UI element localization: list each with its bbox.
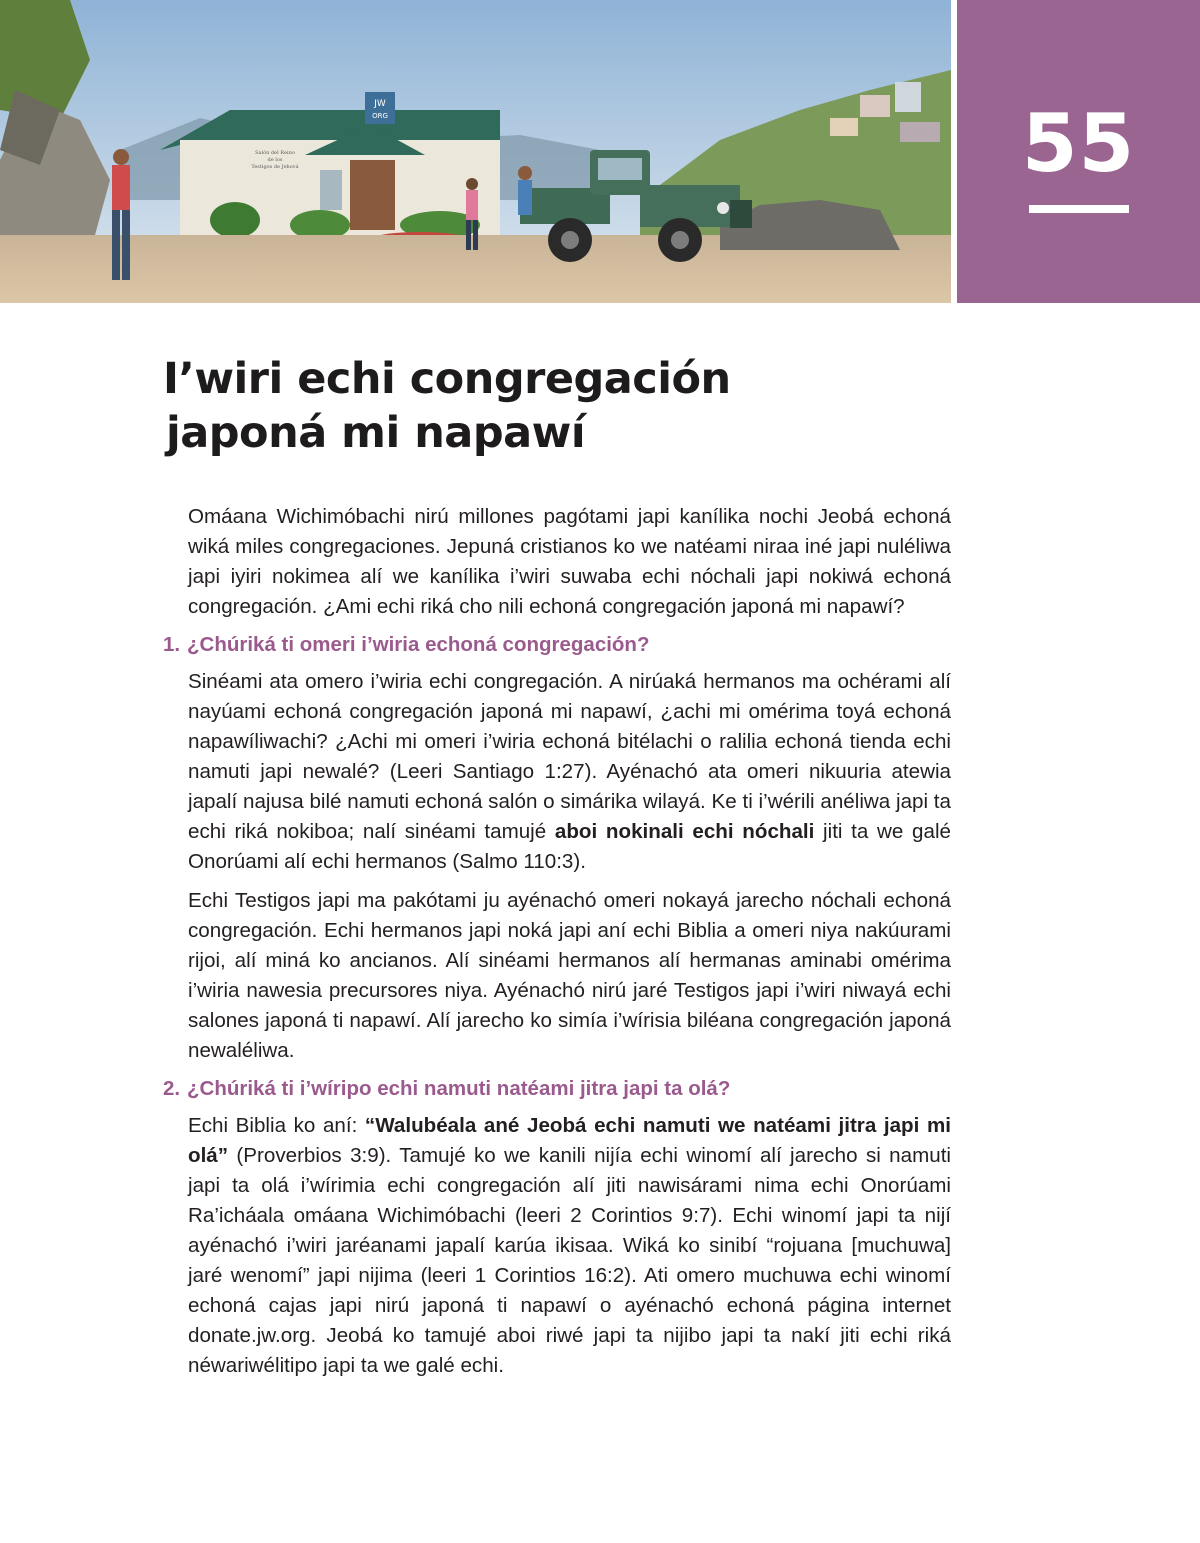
kingdom-hall-scene <box>0 0 951 303</box>
lesson-body <box>163 502 951 1390</box>
emphasis-text: aboi nokinali echi nóchali <box>554 820 815 843</box>
section-heading-1 <box>163 631 951 659</box>
lesson-number-badge <box>957 0 1200 303</box>
text-run: Sinéami ata omero i’wiria echi congregación. A nirúaká hermanos ma ochérami alí nayúami echoná congregación japoná mi napawí, ¿achi mi omérima toyá echoná napawíliwachi? ¿Achi mi omeri i’wiria echoná bitélachi o ralilia echoná tienda echi namuti japi newalé? (Leeri Santiago 1:27). Ayénachó ata omeri nikuuria atewia japalí najusa bilé namuti echoná salón o simárika wilayá. Ke ti i’wérili anéliwa japi ta echi riká nokiboa; nalí sinéami tamujé <box>188 670 951 843</box>
lesson-number: 55 <box>1021 97 1136 190</box>
text-run: jiti ta we galé Onorúami alí echi hermanos (Salmo 110:3). <box>188 820 951 873</box>
badge-underline <box>1029 205 1129 213</box>
section-heading-2 <box>163 1075 951 1103</box>
section-2-paragraph-1 <box>188 1111 951 1381</box>
section-number: 2. <box>163 1077 181 1100</box>
intro-paragraph: Omáana Wichimóbachi nirú millones pagótami japi kanílika nochi Jeobá echoná wiká miles congregaciones. Jepuná cristianos ko we natéami niraa iné japi nuléliwa japi iyiri nokimea alí we kanílika i’wiri suwaba echi nóchali japi nokiwá echoná congregación. ¿Ami echi riká cho nili echoná congregación japoná mi napawí? <box>188 505 951 618</box>
svg-text:JW: JW <box>374 99 386 109</box>
lesson-title <box>163 352 923 460</box>
bible-quote: “Walubéala ané Jeobá echi namuti we natéami jitra japi mi olá” <box>188 1114 951 1167</box>
section-number: 1. <box>163 633 181 656</box>
svg-text:Salón del Reino: Salón del Reino <box>255 150 295 156</box>
text-run: (Proverbios 3:9). Tamujé ko we kanili nijía echi winomí alí jarecho si namuti japi ta olá i’wírimia echi congregación alí jiti nawisárami nima echi Onorúami Ra’icháala omáana Wichimóbachi (leeri 2 Corintios 9:7). Echi winomí japi ta nijí ayénachó i’wiri jaréanami japalí karúa ikisaa. Wiká ko sinibí “rojuana [muchuwa] jaré wenomí” japi nijima (leeri 1 Corintios 16:2). Ati omero muchuwa echi winomí echoná cajas japi nirú japoná ti napawí o ayénachó echoná página internet donate.jw.org. Jeobá ko tamujé aboi riwé japi ta nijibo japi ta nakí jiti echi riká néwariwélitipo japi ta we galé echi. <box>188 1144 951 1377</box>
title-line-1: I’wiri echi congregación <box>163 354 731 404</box>
text-run: Echi Biblia ko aní: <box>188 1114 365 1137</box>
section-1-paragraph-2: Echi Testigos japi ma pakótami ju ayénachó omeri nokayá jarecho nóchali echoná congregación. Echi hermanos japi noká japi aní echi Biblia a omeri niya nakúurami rijoi, alí miná ko ancianos. Alí sinéami hermanos alí hermanas aminabi omérima i’wiria nawesia precursores niya. Ayénachó nirú jaré Testigos japi i’wiri niwayá echi salones japoná ti napawí. Alí jarecho ko simía i’wírisia biléana congregación japoná newaléliwa. <box>188 889 951 1062</box>
svg-text:ORG: ORG <box>372 112 388 120</box>
section-question: ¿Chúriká ti omeri i’wiria echoná congregación? <box>187 633 650 656</box>
section-question: ¿Chúriká ti i’wíripo echi namuti natéami jitra japi ta olá? <box>187 1077 731 1100</box>
svg-text:de los: de los <box>267 157 283 163</box>
section-1-paragraph-1 <box>188 667 951 877</box>
svg-text:Testigos de Jehová: Testigos de Jehová <box>251 164 299 170</box>
title-line-2: japoná mi napawí <box>166 408 586 458</box>
hero-photo <box>0 0 951 303</box>
